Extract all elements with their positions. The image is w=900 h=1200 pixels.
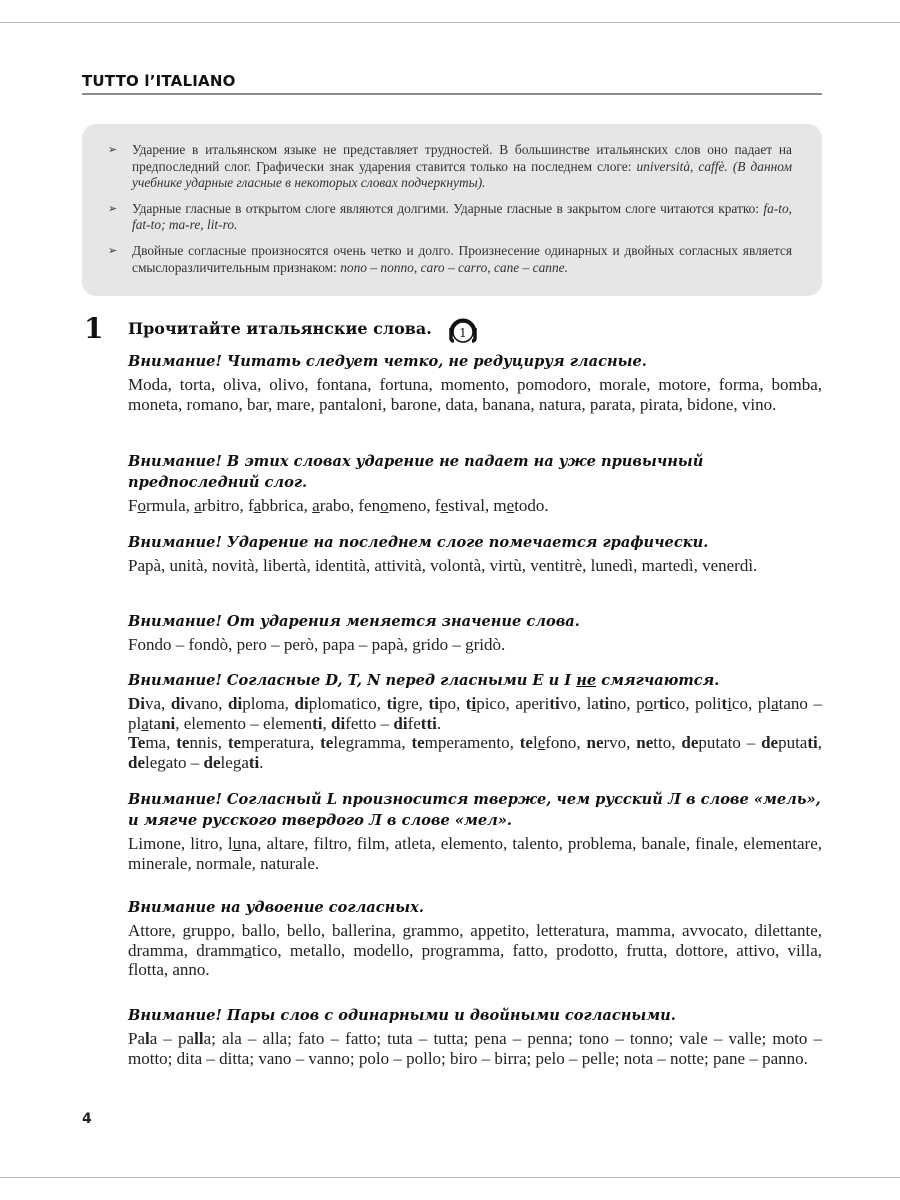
section-heading: Внимание! Согласный L произносится тверже, чем русский Л в слове «мель», и мягче русского твердого Л в слове «мел». xyxy=(128,791,821,829)
page-bottom-edge xyxy=(0,1177,900,1178)
page-number: 4 xyxy=(82,1111,92,1127)
section-heading: Внимание! Согласные D, T, N перед гласными E и I не смягчаются. xyxy=(128,672,720,689)
note-text: Двойные согласные произносятся очень четко и долго. Произнесение одинарных и двойных согласных является смыслоразличительным признаком: nono – nonno, caro – carro, cane – canne. xyxy=(132,242,792,275)
exercise-section xyxy=(128,611,822,655)
header-rule xyxy=(82,93,822,95)
word-list: Attore, gruppo, ballo, bello, ballerina, grammo, appetito, letteratura, mamma, avvocato, dilettante, dramma, drammatico, metallo, modello, programma, fatto, prodotto, frutta, dottore, attivo, villa, flotta, anno. xyxy=(128,921,822,979)
section-heading: Внимание! Пары слов с одинарными и двойными согласными. xyxy=(128,1007,676,1024)
audio-track-number: 1 xyxy=(459,326,467,340)
exercise-number: 1 xyxy=(84,312,104,345)
word-list: Limone, litro, luna, altare, filtro, film, atleta, elemento, talento, problema, banale, finale, elementare, minerale, normale, naturale. xyxy=(128,834,823,873)
note-box xyxy=(82,124,822,296)
arrow-bullet-icon: ➢ xyxy=(108,244,118,257)
note-item xyxy=(108,200,792,234)
headphones-audio-icon xyxy=(446,312,480,346)
exercise-title: Прочитайте итальянские слова. xyxy=(128,319,432,338)
exercise-section xyxy=(128,897,822,980)
exercise-section xyxy=(128,351,822,414)
word-list: Formula, arbitro, fabbrica, arabo, fenomeno, festival, metodo. xyxy=(128,496,549,515)
word-list: Tema, tennis, temperatura, telegramma, temperamento, telefono, nervo, netto, deputato – deputati, delegato – delegati. xyxy=(128,733,822,772)
word-list: Papà, unità, novità, libertà, identità, attività, volontà, virtù, ventitrè, lunedì, martedì, venerdì. xyxy=(128,556,758,575)
arrow-bullet-icon: ➢ xyxy=(108,202,118,215)
note-item xyxy=(108,142,792,192)
exercise-section xyxy=(128,1005,822,1068)
page-top-edge xyxy=(0,22,900,23)
note-item xyxy=(108,242,792,276)
note-text: Ударные гласные в открытом слоге являются долгими. Ударные гласные в закрытом слоге читаются кратко: fa-to, fat-to; ma-re, lit-ro. xyxy=(132,200,792,233)
section-heading: Внимание! От ударения меняется значение слова. xyxy=(128,613,580,630)
section-heading: Внимание на удвоение согласных. xyxy=(128,899,424,916)
note-text: Ударение в итальянском языке не представляет трудностей. В большинстве итальянских слов оно падает на предпоследний слог. Графически знак ударения ставится только на последнем слоге: università, caffè. (В данном учебнике ударные гласные в некоторых словах подчеркнуты). xyxy=(132,142,792,191)
word-list: Fondo – fondò, pero – però, papa – papà, grido – gridò. xyxy=(128,635,506,654)
running-header: TUTTO l’ITALIANO xyxy=(82,72,236,90)
word-list: Diva, divano, diploma, diplomatico, tigre, tipo, tipico, aperitivo, latino, portico, politico, platano – platani, elemento – elementi, difetto – difetti. xyxy=(128,694,822,733)
exercise-section xyxy=(128,789,822,873)
arrow-bullet-icon: ➢ xyxy=(108,144,118,156)
section-heading: Внимание! Ударение на последнем слоге помечается графически. xyxy=(128,534,709,551)
exercise-section xyxy=(128,532,822,576)
word-list: Pala – palla; ala – alla; fato – fatto; tuta – tutta; pena – penna; tono – tonno; vale – valle; moto – motto; dita – ditta; vano – vanno; polo – pollo; biro – birra; pelo – pelle; nota – notte; pane – panno. xyxy=(128,1029,822,1068)
section-heading: Внимание! В этих словах ударение не падает на уже привычный предпоследний слог. xyxy=(128,453,704,491)
exercise-section xyxy=(128,451,822,516)
word-list: Moda, torta, oliva, olivo, fontana, fortuna, momento, pomodoro, morale, motore, forma, bomba, moneta, romano, bar, mare, pantaloni, barone, data, banana, natura, parata, pirata, bidone, vino. xyxy=(128,375,822,414)
exercise-section xyxy=(128,670,822,772)
section-heading: Внимание! Читать следует четко, не редуцируя гласные. xyxy=(128,353,647,370)
